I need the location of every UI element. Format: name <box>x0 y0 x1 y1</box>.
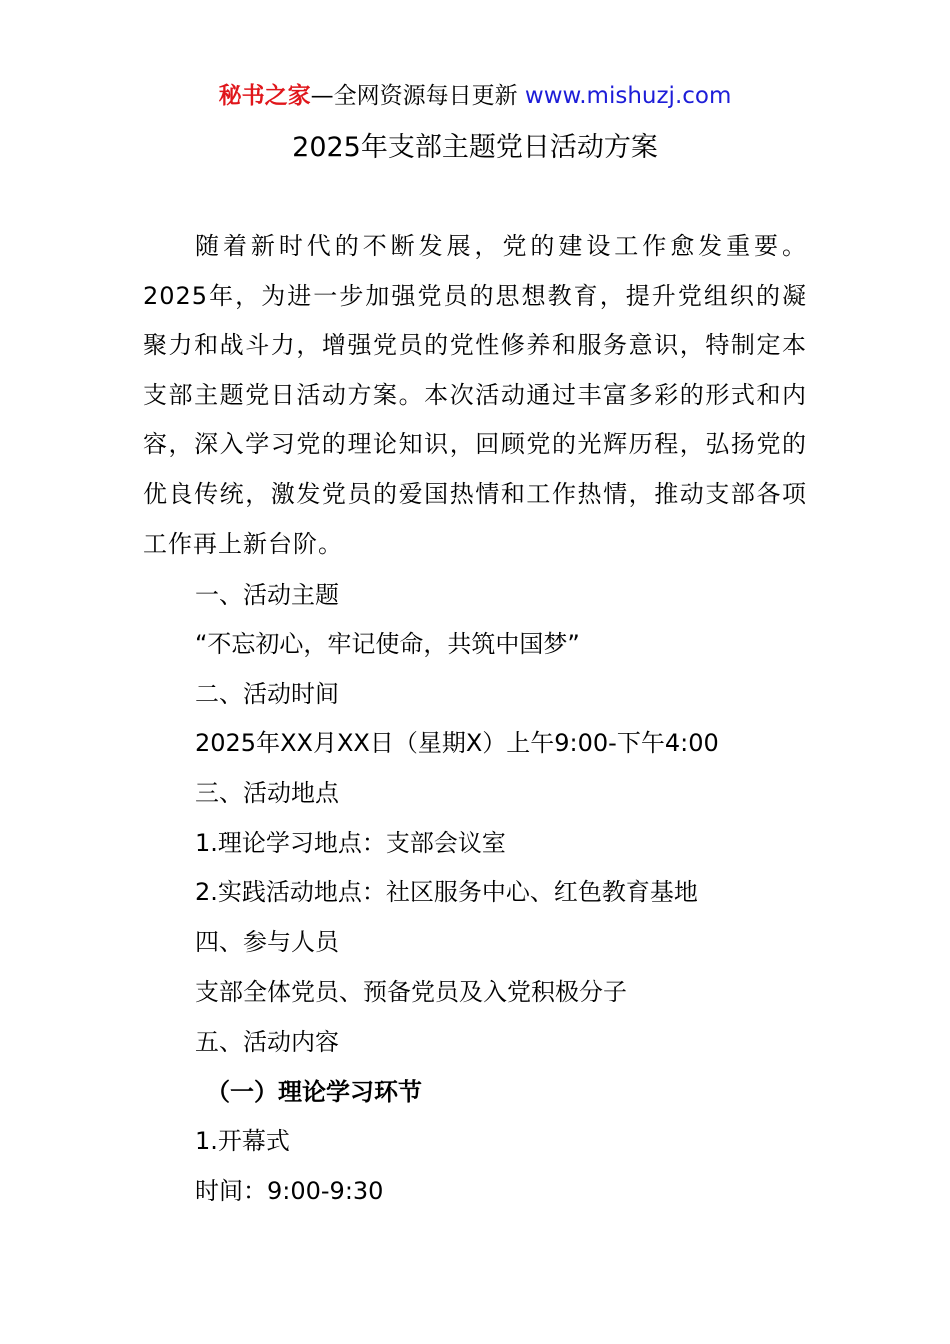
site-header <box>0 80 950 112</box>
opening-time: 时间：9:00-9:30 <box>195 1177 384 1205</box>
opening-label: 1.开幕式 <box>195 1127 290 1155</box>
theory-study-subheading: （一）理论学习环节 <box>206 1078 422 1106</box>
location-item-1: 1.理论学习地点：支部会议室 <box>195 829 506 857</box>
time-heading: 二、活动时间 <box>195 680 339 708</box>
time-text: 2025年XX月XX日（星期X）上午9:00-下午4:00 <box>195 729 719 757</box>
theme-text: “不忘初心，牢记使命，共筑中国梦” <box>195 630 580 658</box>
participants-heading: 四、参与人员 <box>195 928 339 956</box>
content-heading: 五、活动内容 <box>195 1028 339 1056</box>
theme-heading: 一、活动主题 <box>195 581 339 609</box>
participants-text: 支部全体党员、预备党员及入党积极分子 <box>195 978 627 1006</box>
header-tagline: —全网资源每日更新 <box>310 83 518 109</box>
intro-paragraph: 随着新时代的不断发展，党的建设工作愈发重要。2025年，为进一步加强党员的思想教育，提升党组织的凝聚力和战斗力，增强党员的党性修养和服务意识，特制定本支部主题党日活动方案。本次活动通过丰富多彩的形式和内容，深入学习党的理论知识，回顾党的光辉历程，弘扬党的优良传统，激发党员的爱国热情和工作热情，推动支部各项工作再上新台阶。 <box>143 232 807 558</box>
site-url-link[interactable]: www.mishuzj.com <box>524 83 732 109</box>
location-heading: 三、活动地点 <box>195 779 339 807</box>
brand-name: 秘书之家 <box>218 83 311 109</box>
location-item-2: 2.实践活动地点：社区服务中心、红色教育基地 <box>195 878 698 906</box>
document-title: 2025年支部主题党日活动方案 <box>292 132 658 163</box>
